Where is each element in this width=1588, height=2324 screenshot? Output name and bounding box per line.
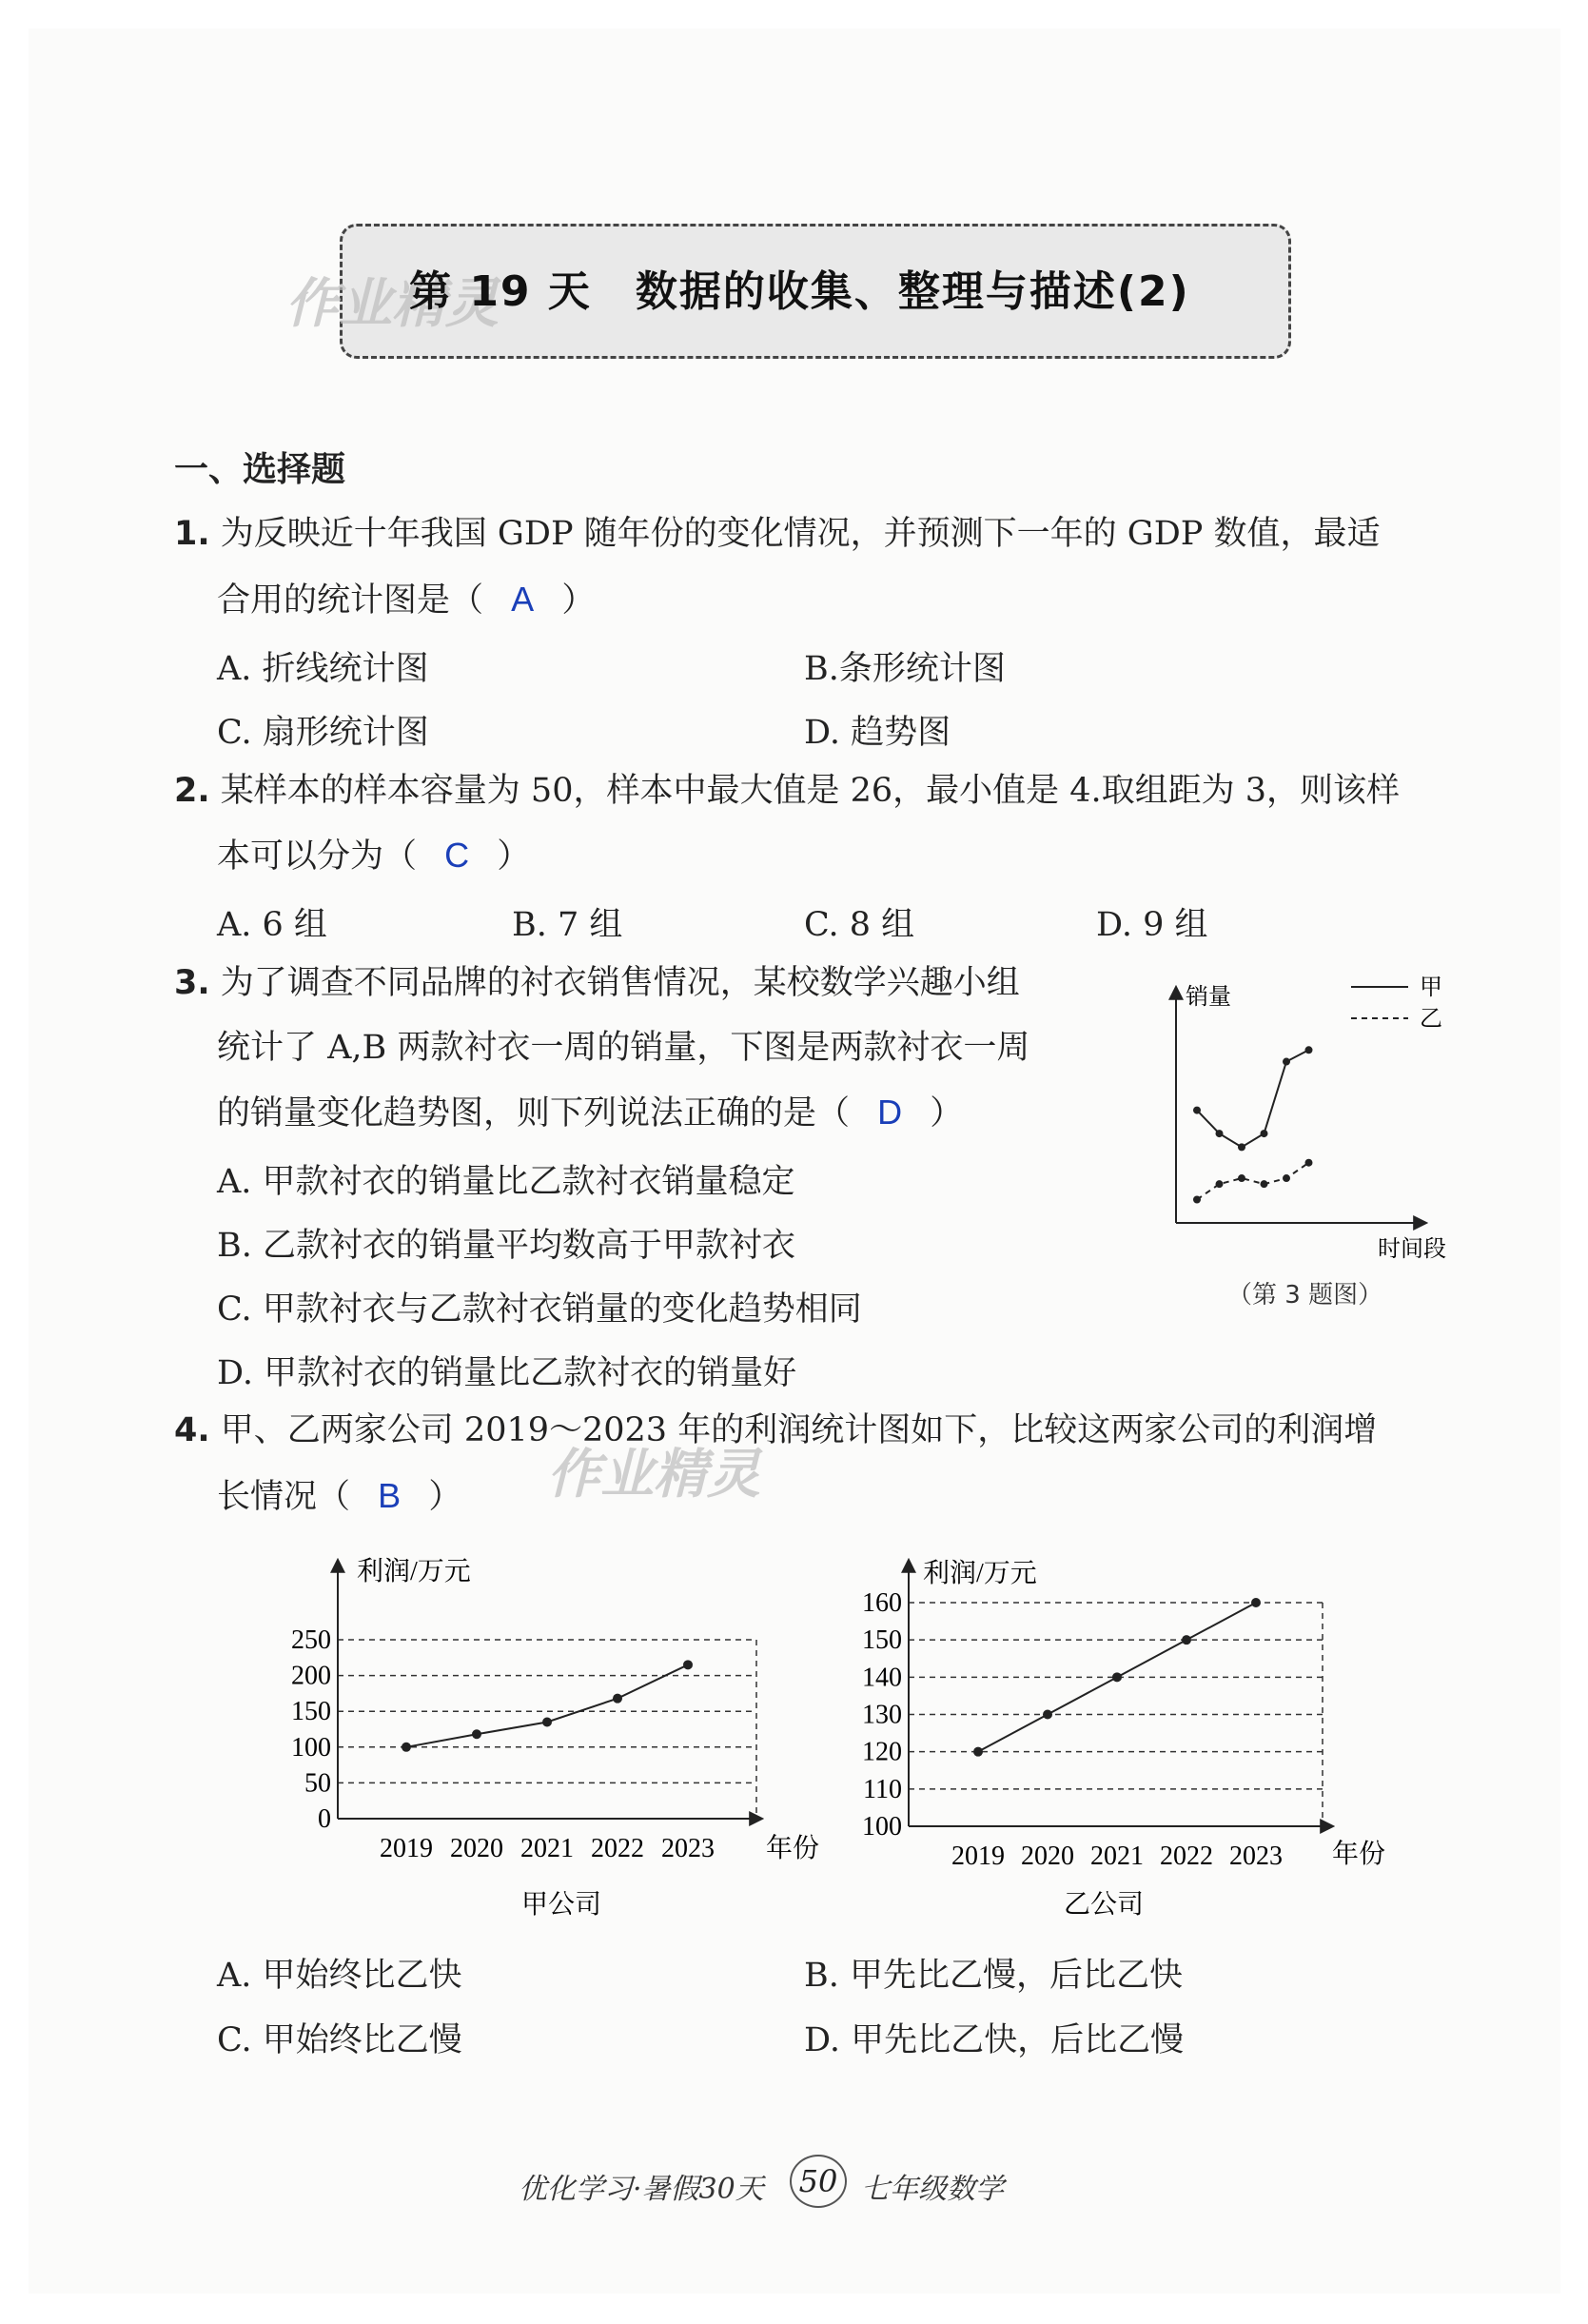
- y-tick-label: 120: [862, 1737, 902, 1767]
- x-tick-label: 2021: [1090, 1841, 1144, 1871]
- option-d: D. 甲款衬衣的销量比乙款衬衣的销量好: [217, 1354, 797, 1392]
- y-tick-label: 150: [862, 1625, 902, 1656]
- x-tick-label: 2019: [951, 1841, 1005, 1871]
- data-point: [1112, 1672, 1122, 1682]
- question-close: ）: [930, 1094, 964, 1132]
- section-heading: 一、选择题: [174, 450, 346, 489]
- answer-mark: C: [444, 836, 470, 875]
- data-point: [1182, 1635, 1191, 1645]
- answer-mark: D: [877, 1093, 903, 1132]
- x-tick-label: 2023: [661, 1834, 715, 1863]
- watermark: 作业精灵: [285, 273, 499, 335]
- y-tick-label: 200: [291, 1661, 331, 1691]
- option-a: A. 甲款衬衣的销量比乙款衬衣销量稳定: [217, 1163, 795, 1201]
- question-number: 1.: [174, 515, 210, 553]
- data-point-乙: [1261, 1180, 1268, 1188]
- x-axis-label: 时间段: [1378, 1237, 1446, 1262]
- option-b: B. 甲先比乙慢，后比乙快: [804, 1957, 1183, 1995]
- question-close: ）: [561, 581, 596, 620]
- option-a: A. 折线统计图: [217, 650, 429, 688]
- figure-caption: （第 3 题图）: [1227, 1281, 1383, 1310]
- option-c: C. 甲款衬衣与乙款衬衣销量的变化趋势相同: [217, 1290, 862, 1329]
- data-point: [683, 1660, 693, 1669]
- data-point-乙: [1305, 1159, 1313, 1167]
- legend-label-yi: 乙: [1420, 1007, 1442, 1032]
- data-point: [973, 1747, 983, 1757]
- q4-chart-yi: [847, 1546, 1418, 1918]
- question-close: ）: [497, 837, 531, 876]
- question-3-line-2: 统计了 A,B 两款衬衣一周的销量，下图是两款衬衣一周: [217, 1029, 1030, 1067]
- chart-title: 甲公司: [520, 1890, 602, 1918]
- question-text: 某样本的样本容量为 50，样本中最大值是 26，最小值是 4.取组距为 3，则该样: [220, 772, 1401, 810]
- question-text: 本可以分为（: [217, 837, 418, 876]
- legend-label-jia: 甲: [1420, 975, 1442, 1000]
- question-text: 的销量变化趋势图，则下列说法正确的是（: [217, 1094, 851, 1132]
- y-tick-label: 110: [863, 1774, 902, 1804]
- chart-title: 乙公司: [1063, 1890, 1145, 1918]
- data-point: [1251, 1598, 1261, 1607]
- y-tick-label: 250: [291, 1625, 331, 1655]
- question-4-line-1: [174, 1410, 1377, 1450]
- x-axis-label: 年份: [766, 1834, 820, 1863]
- data-point: [613, 1694, 622, 1704]
- question-2-line-1: [174, 771, 1400, 811]
- question-number: 2.: [174, 772, 210, 810]
- question-3-line-3: [217, 1092, 963, 1133]
- option-b: B.条形统计图: [804, 650, 1006, 688]
- watermark: 作业精灵: [547, 1444, 760, 1506]
- question-4-line-2: [217, 1475, 461, 1517]
- data-point: [542, 1717, 552, 1726]
- series-line-乙: [1197, 1163, 1309, 1200]
- x-tick-label: 2020: [1021, 1841, 1074, 1871]
- q4-chart-jia: [276, 1546, 847, 1918]
- question-number: 3.: [174, 964, 210, 1002]
- option-c: C. 甲始终比乙慢: [217, 2021, 462, 2059]
- question-number: 4.: [174, 1411, 210, 1449]
- question-2-line-2: [217, 835, 530, 876]
- y-tick-label: 140: [862, 1663, 902, 1693]
- x-tick-label: 2023: [1229, 1841, 1283, 1871]
- y-tick-label: 0: [318, 1804, 331, 1834]
- series-line: [406, 1664, 688, 1746]
- y-axis-label: 销量: [1186, 985, 1231, 1010]
- data-point-乙: [1216, 1180, 1224, 1188]
- y-tick-label: 150: [291, 1697, 331, 1727]
- data-point: [402, 1743, 411, 1752]
- data-point-乙: [1283, 1174, 1290, 1182]
- x-tick-label: 2021: [520, 1834, 574, 1863]
- option-a: A. 甲始终比乙快: [217, 1957, 462, 1995]
- option-b: B. 7 组: [512, 906, 623, 944]
- data-point-甲: [1261, 1130, 1268, 1137]
- footer-book-title: 优化学习·暑假30天: [519, 2173, 764, 2206]
- footer-page-number: 50: [790, 2155, 847, 2208]
- option-c: C. 扇形统计图: [217, 714, 429, 752]
- data-point-乙: [1238, 1174, 1245, 1182]
- footer-subject: 七年级数学: [861, 2173, 1004, 2206]
- y-axis-label: 利润/万元: [923, 1559, 1037, 1588]
- x-tick-label: 2022: [1160, 1841, 1213, 1871]
- option-d: D. 甲先比乙快，后比乙慢: [804, 2021, 1185, 2059]
- data-point-甲: [1216, 1130, 1224, 1137]
- data-point-甲: [1193, 1107, 1201, 1114]
- question-text: 为了调查不同品牌的衬衣销售情况，某校数学兴趣小组: [220, 964, 1020, 1002]
- y-tick-label: 160: [862, 1588, 902, 1618]
- option-c: C. 8 组: [804, 906, 915, 944]
- question-text: 合用的统计图是（: [217, 581, 484, 620]
- x-tick-label: 2022: [591, 1834, 644, 1863]
- series-line-甲: [1197, 1050, 1309, 1147]
- data-point-甲: [1305, 1046, 1313, 1054]
- option-d: D. 9 组: [1096, 906, 1208, 944]
- option-a: A. 6 组: [217, 906, 327, 944]
- question-text: 为反映近十年我国 GDP 随年份的变化情况，并预测下一年的 GDP 数值，最适: [220, 515, 1381, 553]
- data-point-甲: [1283, 1058, 1290, 1066]
- question-text: 甲、乙两家公司 2019～2023 年的利润统计图如下，比较这两家公司的利润增: [220, 1411, 1378, 1449]
- x-axis-label: 年份: [1332, 1840, 1386, 1869]
- data-point: [472, 1729, 481, 1739]
- x-tick-label: 2019: [380, 1834, 433, 1863]
- question-close: ）: [428, 1478, 462, 1516]
- y-tick-label: 100: [291, 1732, 331, 1763]
- option-b: B. 乙款衬衣的销量平均数高于甲款衬衣: [217, 1227, 795, 1265]
- question-text: 长情况（: [217, 1478, 351, 1516]
- q3-sales-chart: [1123, 961, 1465, 1275]
- answer-mark: B: [378, 1476, 402, 1515]
- page-title: 第 19 天 数据的收集、整理与描述(2): [409, 267, 1190, 316]
- question-1-line-2: [217, 579, 595, 620]
- data-point: [1043, 1710, 1052, 1720]
- option-d: D. 趋势图: [804, 714, 951, 752]
- data-point-乙: [1193, 1196, 1201, 1204]
- question-3-line-1: [174, 963, 1020, 1003]
- y-tick-label: 100: [862, 1812, 902, 1841]
- data-point-甲: [1238, 1143, 1245, 1151]
- y-tick-label: 50: [304, 1768, 331, 1799]
- x-tick-label: 2020: [450, 1834, 503, 1863]
- answer-mark: A: [511, 580, 535, 619]
- question-1-line-1: [174, 514, 1380, 554]
- y-axis-label: 利润/万元: [357, 1557, 471, 1586]
- y-tick-label: 130: [862, 1700, 902, 1730]
